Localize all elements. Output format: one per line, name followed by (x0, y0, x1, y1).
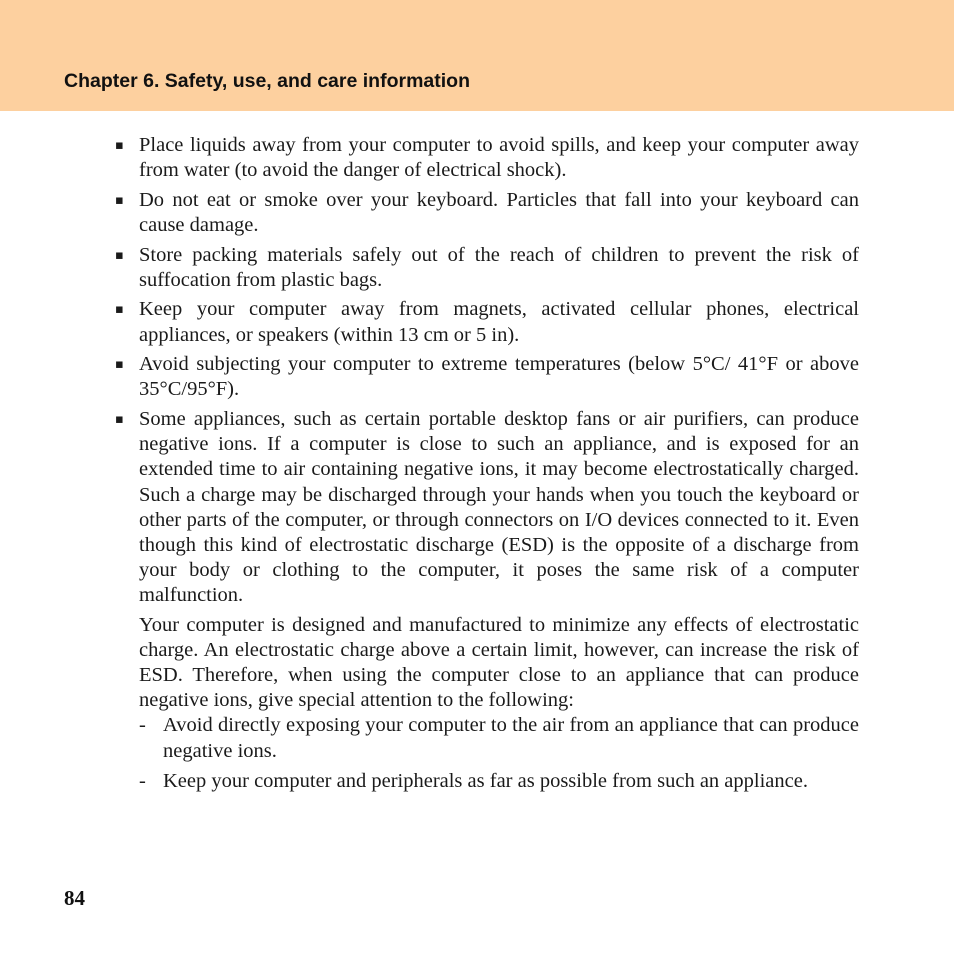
bullet-icon: ▪ (115, 302, 124, 318)
bullet-text: Keep your computer away from magnets, activated cellular phones, electrical appliances, or speakers (within 13 cm or 5 in). (139, 298, 859, 346)
dash-text: Keep your computer and peripherals as far as possible from such an appliance. (163, 769, 808, 792)
bullet-text: Some appliances, such as certain portable desktop fans or air purifiers, can produce negative ions. If a computer is close to such an appliance, and is exposed for an extended time to air containing negative ions, it may become electrostatically charged. Such a charge may be discharged through your hands when you touch the keyboard or other parts of the computer, or through connectors on I/O devices connected to it. Even though this kind of electrostatic discharge (ESD) is the opposite of a discharge from your body or clothing to the computer, it poses the same risk of a computer malfunction. (139, 407, 859, 607)
bullet-text: Avoid subjecting your computer to extreme temperatures (below 5°C/ 41°F or above 35°C/95°F). (139, 353, 859, 401)
esd-paragraph: Your computer is designed and manufactured to minimize any effects of electrostatic charge. An electrostatic charge above a certain limit, however, can increase the risk of ESD. Therefore, when using the computer close to an appliance that can produce negative ions, give special attention to the following: (139, 613, 859, 712)
bullet-icon: ▪ (115, 411, 124, 427)
dash-marker: - (139, 714, 146, 737)
page-body (115, 133, 859, 799)
bullet-item-liquids (115, 133, 859, 183)
esd-dash-list (139, 713, 859, 794)
bullet-item-negative-ions (115, 407, 859, 794)
bullet-icon: ▪ (115, 247, 124, 263)
page-number: 84 (64, 886, 85, 910)
bullet-item-eating (115, 188, 859, 238)
dash-item-distance (139, 769, 859, 794)
bullet-item-packing (115, 243, 859, 293)
bullet-item-temperature (115, 352, 859, 402)
bullet-icon: ▪ (115, 192, 124, 208)
dash-item-exposure (139, 713, 859, 763)
chapter-title: Chapter 6. Safety, use, and care information (64, 70, 470, 92)
chapter-header-band (0, 0, 954, 111)
bullet-icon: ▪ (115, 138, 124, 153)
bullet-icon: ▪ (115, 357, 124, 373)
bullet-text: Do not eat or smoke over your keyboard. Particles that fall into your keyboard can cause damage. (139, 188, 859, 236)
bullet-text: Store packing materials safely out of the reach of children to prevent the risk of suffocation from plastic bags. (139, 243, 859, 291)
bullet-item-magnets (115, 297, 859, 347)
dash-text: Avoid directly exposing your computer to the air from an appliance that can produce negative ions. (163, 714, 859, 762)
safety-bullet-list (115, 133, 859, 794)
bullet-text: Place liquids away from your computer to avoid spills, and keep your computer away from water (to avoid the danger of electrical shock). (139, 134, 859, 182)
dash-marker: - (139, 769, 146, 792)
